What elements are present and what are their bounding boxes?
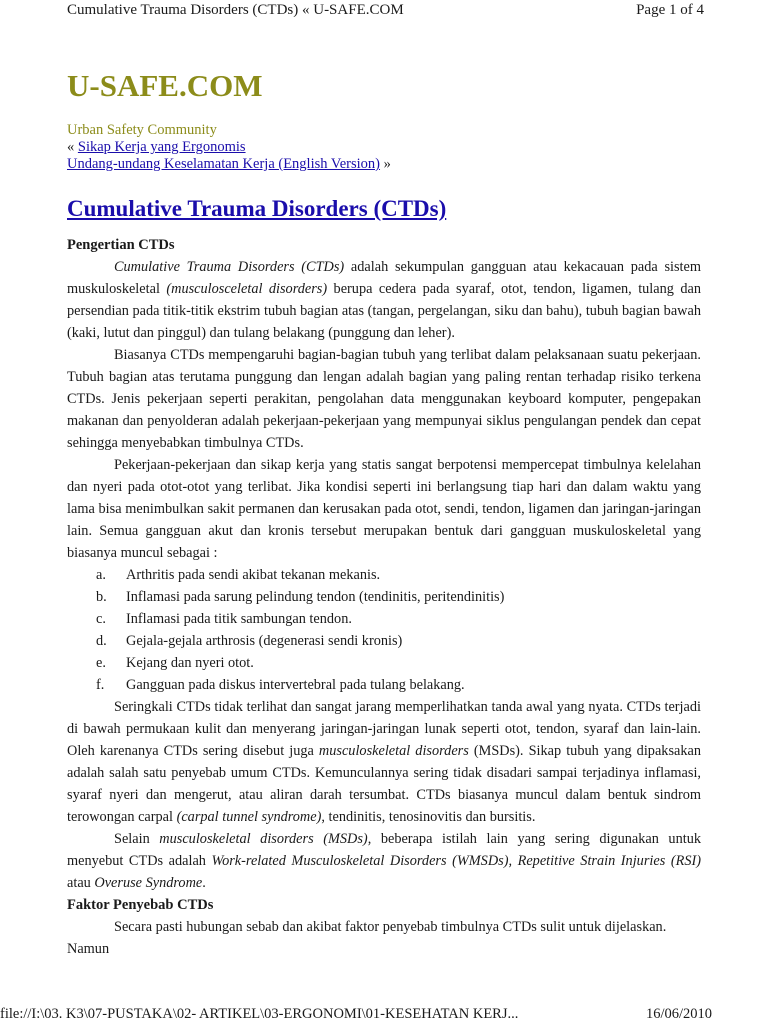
list-item	[96, 674, 701, 696]
prev-post-link[interactable]: Sikap Kerja yang Ergonomis	[77, 139, 246, 155]
p4-text-2: (MSDs). Sikap tubuh yang dipaksakan adalah salah satu penyebab umum CTDs. Kemunculannya sering tidak disadari sampai terjadinya inflamasi, syaraf nyeri dan mengerut, atau aliran darah tersumbat. CTDs biasanya muncul dalam bentuk sindrom terowongan carpal	[67, 743, 701, 825]
prev-arrow: «	[67, 139, 78, 155]
paragraph-1	[67, 256, 701, 344]
p1-text-2: berupa cedera pada syaraf, otot, tendon, ligamen, tulang dan persendian pada titik-titik ekstrim tubuh bagian atas (tangan, pergelangan, siku dan bahu), tubuh bagian bawah (kaki, lutut dan pinggul) dan tulang belakang (punggung dan leher).	[67, 281, 701, 341]
p4-text-3: , tendinitis, tenosinovitis dan bursitis.	[321, 809, 536, 825]
print-date: 16/06/2010	[645, 1006, 712, 1022]
p5-term: musculoskeletal disorders (MSDs)	[159, 831, 368, 847]
p1-term-2: (musculosceletal disorders)	[166, 281, 328, 297]
symptom-list	[67, 564, 701, 696]
section-heading-faktor: Faktor Penyebab CTDs	[67, 897, 214, 913]
list-marker: f.	[96, 677, 105, 693]
paragraph-6: Secara pasti hubungan sebab dan akibat faktor penyebab timbulnya CTDs sulit untuk dijelaskan. Namun	[67, 919, 667, 957]
next-post-nav	[67, 156, 701, 173]
list-marker: b.	[96, 589, 107, 605]
list-item	[96, 652, 701, 674]
paragraph-5	[67, 828, 701, 894]
next-post-link[interactable]: Undang-undang Keselamatan Kerja (English Version)	[67, 156, 381, 172]
section-heading-pengertian: Pengertian CTDs	[67, 237, 175, 253]
p4-text-1: Seringkali CTDs tidak terlihat dan sangat jarang memperlihatkan tanda awal yang nyata. CTDs terjadi di bawah permukaan kulit dan menyerang jaringan-jaringan lunak seperti otot, tendon, syaraf dan lain-lain. Oleh karenanya CTDs sering disebut juga	[67, 699, 701, 759]
list-text: Gejala-gejala arthrosis (degenerasi sendi kronis)	[126, 633, 403, 649]
p1-text-1: adalah sekumpulan gangguan atau kekacauan pada sistem muskuloskeletal	[67, 259, 701, 297]
paragraph-3: Pekerjaan-pekerjaan dan sikap kerja yang statis sangat berpotensi mempercepat timbulnya kelelahan dan nyeri pada otot-otot yang terlibat. Jika kondisi seperti ini berlangsung tiap hari dan dalam waktu yang lama bisa menimbulkan sakit permanen dan kerusakan pada otot, sendi, tendon, ligamen dan jaringan-jaringan lain. Semua gangguan akut dan kronis tersebut merupakan bentuk dari gangguan muskuloskeletal yang biasanya muncul sebagai :	[67, 457, 701, 561]
print-footer	[0, 1004, 712, 1024]
page-indicator: Page 1 of 4	[636, 2, 704, 18]
p5-text-4: .	[202, 875, 206, 891]
p4-term: musculoskeletal disorders	[318, 743, 469, 759]
list-text: Gangguan pada diskus intervertebral pada tulang belakang.	[126, 677, 465, 693]
file-path: file://I:\03. K3\07-PUSTAKA\02- ARTIKEL\03-ERGONOMI\01-KESEHATAN KERJ...	[0, 1006, 519, 1022]
p5-text-1: Selain	[114, 831, 160, 847]
list-marker: d.	[96, 633, 107, 649]
paragraph-4	[67, 696, 701, 828]
next-arrow: »	[380, 156, 391, 172]
site-tagline: Urban Safety Community	[67, 122, 217, 138]
site-title[interactable]: U-SAFE.COM	[67, 68, 263, 103]
list-marker: a.	[96, 567, 106, 583]
list-marker: c.	[96, 611, 106, 627]
page-content	[67, 66, 701, 960]
list-text: Inflamasi pada sarung pelindung tendon (tendinitis, peritendinitis)	[126, 589, 505, 605]
p1-term: Cumulative Trauma Disorders (CTDs)	[114, 259, 345, 275]
p5-term-2: Work-related Musculoskeletal Disorders (WMSDs), Repetitive Strain Injuries (RSI)	[211, 853, 701, 869]
list-item	[96, 586, 701, 608]
p5-text-2: , beberapa istilah lain yang sering digunakan untuk menyebut CTDs adalah	[67, 831, 701, 869]
document-title: Cumulative Trauma Disorders (CTDs) « U-SAFE.COM	[67, 2, 404, 18]
list-marker: e.	[96, 655, 106, 671]
list-text: Inflamasi pada titik sambungan tendon.	[126, 611, 352, 627]
list-item	[96, 630, 701, 652]
list-item	[96, 564, 701, 586]
list-item	[96, 608, 701, 630]
list-text: Kejang dan nyeri otot.	[126, 655, 254, 671]
paragraph-2: Biasanya CTDs mempengaruhi bagian-bagian tubuh yang terlibat dalam pelaksanaan suatu pekerjaan. Tubuh bagian atas terutama punggung dan lengan adalah bagian yang paling rentan terhadap risiko terkena CTDs. Jenis pekerjaan seperti perakitan, pengolahan data menggunakan keyboard komputer, pengepakan makanan dan penyolderan adalah pekerjaan-pekerjaan yang mempunyai siklus pengulangan pendek dan cepat sehingga menyebabkan timbulnya CTDs.	[67, 347, 701, 451]
p5-term-3: Overuse Syndrome	[94, 875, 203, 891]
article-title[interactable]: Cumulative Trauma Disorders (CTDs)	[67, 196, 447, 221]
p5-text-3: atau	[67, 875, 95, 891]
p4-term-2: (carpal tunnel syndrome)	[176, 809, 322, 825]
list-text: Arthritis pada sendi akibat tekanan mekanis.	[126, 567, 381, 583]
prev-post-nav	[67, 139, 701, 156]
print-header	[67, 0, 704, 20]
